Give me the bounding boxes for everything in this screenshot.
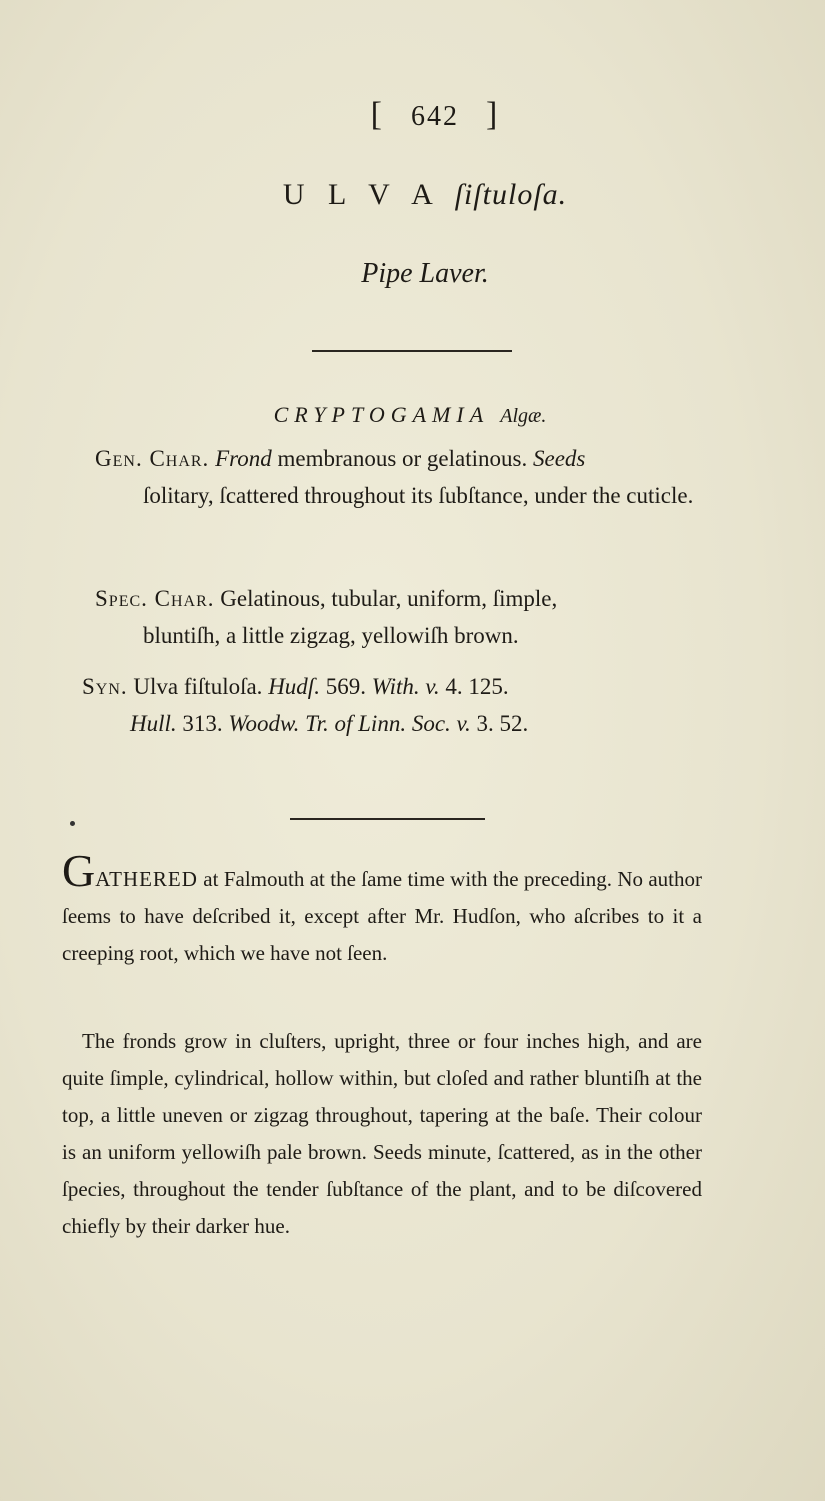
drop-cap: G [62,845,96,896]
page-number [0,96,825,134]
syn-ref-hudson: Hudſ. [268,674,320,699]
syn-ref-woodward: Woodw. Tr. of Linn. Soc. v. [228,711,471,736]
common-name: Pipe Laver. [361,258,489,289]
page-number-value: 642 [411,101,459,132]
specific-character [95,580,735,654]
bracket-open: [ [370,96,384,133]
spec-char-label: Spec. Char. [95,586,215,611]
classification-heading [0,402,820,428]
syn-text-1: Ulva fiſtuloſa. [133,674,263,699]
bracket-close: ] [486,96,500,133]
divider-rule [312,350,512,352]
gen-char-text-1: membranous or gelatinous. [271,446,528,471]
divider-rule-2 [290,818,485,820]
spec-char-text-1: Gelatinous, tubular, uniform, ſimple, [220,586,558,611]
generic-character [95,440,735,514]
syn-ref-woodward-num: 3. 52. [476,711,529,736]
genus-name: U L V A [282,178,440,211]
syn-ref-hull: Hull. [130,711,177,736]
paragraph-1-caps: ATHERED [95,867,198,891]
paragraph-2: The fronds grow in cluſters, upright, three or four inches high, and are quite ſimple, cylindrical, hollow within, but cloſed and rather bluntiſh at the top, a little uneven or zigzag throughout, tapering at the baſe. Their colour is an uniform yellowiſh pale brown. Seeds minute, ſcattered, as in the other ſpecies, throughout the tender ſubſtance of the plant, and to be diſcovered chiefly by their darker hue. [62,1029,702,1238]
gen-char-italic-seeds: Seeds [532,446,586,471]
species-title [0,178,825,212]
syn-ref-hull-num: 313. [182,711,223,736]
gen-char-label: Gen. Char. [95,446,210,471]
syn-label: Syn. [82,674,128,699]
order-name: Algæ. [500,405,547,427]
syn-ref-withering: With. v. [371,674,440,699]
syn-ref-hudson-num: 569. [325,674,366,699]
paragraph-1 [62,845,703,972]
ink-speck [70,821,75,826]
syn-ref-withering-num: 4. 125. [445,674,509,699]
synonymy [82,668,722,742]
paragraph-1-text: at Falmouth at the ſame time with the preceding. No author ſeems to have deſcribed it, except after Mr. Hudſon, who aſcribes to it a creeping root, which we have not ſeen. [62,867,703,965]
species-name: ſiſtuloſa. [454,178,568,211]
gen-char-italic-frond: Frond [215,446,272,471]
gen-char-text-2: ſolitary, ſcattered throughout its ſubſtance, under the cuticle. [143,483,694,508]
spec-char-text-2: bluntiſh, a little zigzag, yellowiſh brown. [143,623,519,648]
class-name: CRYPTOGAMIA [273,402,489,427]
